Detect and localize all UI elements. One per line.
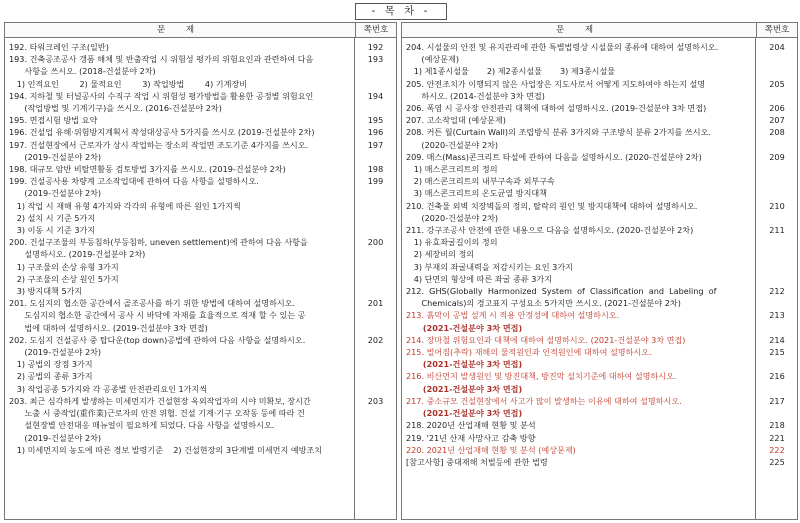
- toc-entry-page: 210: [769, 200, 785, 211]
- toc-entry: [5, 370, 396, 382]
- toc-entry: [5, 139, 396, 151]
- toc-entry-page: [757, 175, 797, 187]
- toc-entry-page: 221: [769, 432, 785, 443]
- toc-entry-page: [355, 322, 396, 334]
- header-topic: 문 제: [402, 23, 757, 37]
- toc-entry-topic: 194. 지하철 및 터널공사의 수직구 작업 시 위험성 평가방법을 활용한 공정별 위험요인: [9, 90, 314, 101]
- toc-entry: [5, 102, 396, 114]
- toc-entry: [402, 419, 797, 431]
- toc-entry-topic: 2) 세장비의 정의: [406, 249, 475, 260]
- toc-entry-topic: 2) 구조물의 손상 원인 5가지: [9, 273, 119, 284]
- toc-entry-topic: 211. 강구조공사 안전에 관한 내용으로 다음을 설명하시오. (2020-건설분야 2차): [406, 225, 694, 236]
- left-rows: [5, 38, 396, 456]
- toc-entry-page: 208: [769, 127, 785, 138]
- toc-entry-page: 207: [769, 115, 785, 126]
- toc-entry: [5, 285, 396, 297]
- toc-entry-topic: 192. 타워크레인 구조(일반): [9, 42, 109, 52]
- toc-entry: [5, 200, 396, 212]
- toc-entry-topic: 1) 인적요인 2) 물적요인 3) 작업방법 4) 기계장비: [9, 78, 248, 89]
- toc-entry-page: [355, 78, 396, 90]
- toc-entry-page: 203: [367, 395, 384, 406]
- toc-entry-topic: 1) 유효좌굴길이의 정의: [406, 237, 498, 248]
- toc-entry: [402, 78, 797, 90]
- header-topic: 문 제: [5, 23, 356, 37]
- toc-entry-topic: 213. 흙막이 공법 설계 시 적용 안정성에 대하여 설명하시오.: [406, 310, 620, 321]
- toc-entry-topic: 2) 매스콘크리트의 내부구속과 외부구속: [406, 176, 555, 187]
- toc-entry-page: 195: [367, 115, 384, 126]
- toc-entry: [402, 175, 797, 187]
- toc-entry: [5, 151, 396, 163]
- toc-entry-page: 194: [367, 90, 384, 101]
- column-divider: [755, 38, 756, 519]
- toc-entry-topic: 209. 매스(Mass)콘크리트 타설에 관하여 다음을 설명하시오. (2020-건설분야 2차): [406, 151, 702, 162]
- toc-entry-page: 197: [367, 139, 384, 150]
- toc-entry-page: 206: [769, 103, 785, 114]
- toc-entry-topic: Chemicals)의 경고표지 구성요소 5가지만 쓰시오. (2021-건설분야 2차): [406, 298, 681, 309]
- toc-entry-page: [757, 261, 797, 273]
- toc-entry-page: [355, 358, 396, 370]
- toc-entry-page: [355, 309, 396, 321]
- toc-entry-topic: (2021-건설분야 3차 면접): [406, 408, 523, 419]
- toc-entry-page: [757, 187, 797, 199]
- toc-title: - 목 차 -: [355, 3, 447, 20]
- table-header: [402, 23, 797, 38]
- toc-entry: [402, 212, 797, 224]
- toc-entry-topic: (예상문제): [406, 54, 460, 65]
- toc-entry: [5, 297, 396, 309]
- toc-entry-page: 215: [769, 347, 785, 358]
- toc-entry-page: [757, 248, 797, 260]
- toc-entry-topic: (2019-건설분야 2차): [9, 432, 102, 443]
- toc-entry-topic: 206. 폭염 시 공사장 안전관리 대책에 대하여 설명하시오. (2019-건설분야 3차 면접): [406, 103, 707, 114]
- toc-entry-topic: 법에 대하여 설명하시오. (2019-건설분야 3차 면접): [9, 322, 208, 333]
- toc-entry-topic: 218. 2020년 산업재해 현황 및 분석: [406, 420, 536, 431]
- right-rows: [402, 38, 797, 468]
- toc-entry-page: 222: [769, 444, 785, 455]
- toc-entry-page: [757, 383, 797, 395]
- toc-entry-topic: 215. 벌어짐(추락) 재해의 물적원인과 인적원인에 대하여 설명하시오.: [406, 347, 652, 358]
- toc-entry: [402, 126, 797, 138]
- toc-entry-topic: 1) 미세먼지의 농도에 따른 경보 발령기준 2) 건설현장의 3단계별 미세먼지 예방조치: [9, 444, 323, 455]
- toc-entry-topic: 202. 도심지 건설공사 중 탑다운(top down)공법에 관하여 다음 사항을 설명하시오.: [9, 334, 306, 345]
- toc-entry-topic: (2019-건설분야 2차): [9, 188, 102, 199]
- toc-entry-topic: 3) 작업공종 5가지와 각 공종별 안전관리요인 1가지씩: [9, 383, 208, 394]
- toc-entry-topic: 도심지의 협소한 공간에서 공사 시 바닥에 자재를 효율적으로 적재 할 수 있는 공: [9, 310, 306, 321]
- toc-entry-page: [757, 236, 797, 248]
- toc-entry: [5, 346, 396, 358]
- toc-entry-page: 192: [367, 42, 384, 52]
- toc-entry: [402, 187, 797, 199]
- toc-entry-topic: (2020-건설분야 2차): [406, 139, 499, 150]
- toc-entry: [5, 419, 396, 431]
- toc-entry: [5, 65, 396, 77]
- toc-entry-topic: 1) 제1종시설물 2) 제2종시설물 3) 제3종시설물: [406, 66, 616, 77]
- toc-entry-page: [355, 383, 396, 395]
- toc-entry: [402, 432, 797, 444]
- toc-entry: [402, 322, 797, 334]
- toc-entry-topic: 217. 중소규모 건설현장에서 사고가 많이 발생하는 이유에 대하여 설명하시오.: [406, 395, 682, 406]
- toc-entry-page: [757, 212, 797, 224]
- toc-entry-topic: 4) 단면의 형상에 따른 좌굴 종류 3가지: [406, 273, 553, 284]
- toc-entry-topic: 200. 건설구조물의 부등침하(부등침하, uneven settlement)에 관하여 다음 사항을: [9, 237, 308, 248]
- toc-entry: [402, 114, 797, 126]
- toc-entry-page: 198: [367, 164, 384, 175]
- toc-entry: [5, 248, 396, 260]
- toc-entry-page: 212: [769, 286, 785, 297]
- toc-entry-page: [355, 65, 396, 77]
- toc-entry: [402, 41, 797, 53]
- toc-entry-topic: 3) 방지대책 5가지: [9, 286, 83, 297]
- toc-entry: [5, 444, 396, 456]
- toc-entry-topic: 207. 고소작업대 (예상문제): [406, 115, 506, 126]
- toc-entry-page: [355, 285, 396, 297]
- toc-entry-page: [757, 322, 797, 334]
- toc-entry: [402, 444, 797, 456]
- toc-entry-topic: (2021-건설분야 3차 면접): [406, 383, 523, 394]
- toc-entry-page: 209: [769, 151, 785, 162]
- toc-entry: [402, 224, 797, 236]
- toc-entry: [402, 395, 797, 407]
- toc-entry-topic: 2) 공법의 종류 3가지: [9, 371, 93, 382]
- toc-entry-page: [757, 297, 797, 309]
- toc-entry: [5, 273, 396, 285]
- toc-entry: [5, 41, 396, 53]
- column-divider: [354, 38, 355, 519]
- toc-entry: [402, 273, 797, 285]
- toc-entry-page: [757, 163, 797, 175]
- toc-entry-topic: 195. 면접시험 방법 요약: [9, 115, 98, 126]
- header-page: 쪽번호: [764, 25, 790, 35]
- toc-entry-page: 205: [769, 78, 785, 89]
- toc-left-column: [4, 22, 397, 520]
- toc-entry-page: [757, 407, 797, 419]
- toc-entry: [5, 78, 396, 90]
- toc-entry-topic: (2020-건설분야 2차): [406, 212, 499, 223]
- toc-entry-topic: 199. 건설공사용 차량계 고소작업대에 관하여 다음 사항을 설명하시오.: [9, 176, 259, 187]
- toc-entry-page: 201: [367, 298, 384, 309]
- toc-entry-topic: 203. 최근 심각하게 발생하는 미세먼지가 건설현장 옥외작업자의 시야 미확보, 장시간: [9, 395, 311, 406]
- toc-entry: [5, 432, 396, 444]
- toc-entry: [5, 53, 396, 65]
- toc-entry-topic: [참고사항] 중대재해 처벌등에 관한 법령: [406, 456, 548, 467]
- toc-entry-topic: 205. 안전조치가 이행되지 않은 사업장은 지도사로서 어떻게 지도하여야 하는지 설명: [406, 78, 706, 89]
- toc-entry-page: [355, 261, 396, 273]
- toc-entry: [402, 90, 797, 102]
- toc-entry: [5, 212, 396, 224]
- toc-entry-page: 217: [769, 395, 785, 406]
- toc-entry-topic: 197. 건설현장에서 근로자가 상시 작업하는 장소의 작업면 조도기준 4가지를 쓰시오.: [9, 139, 309, 150]
- toc-entry: [5, 322, 396, 334]
- toc-entry-topic: 1) 작업 시 재해 유형 4가지와 각각의 유형에 따른 원인 1가지씩: [9, 200, 241, 211]
- toc-entry-topic: 사항을 쓰시오. (2018-건설분야 2차): [9, 66, 156, 77]
- toc-entry: [5, 236, 396, 248]
- table-header: [5, 23, 396, 38]
- toc-entry-page: 193: [367, 54, 384, 65]
- header-page: 쪽번호: [363, 25, 389, 35]
- toc-entry-page: [757, 273, 797, 285]
- toc-entry-page: 199: [367, 176, 384, 187]
- toc-entry-topic: 3) 부재의 좌굴내력을 저감시키는 요인 3가지: [406, 261, 573, 272]
- toc-entry: [5, 309, 396, 321]
- toc-entry: [402, 370, 797, 382]
- toc-entry-page: [757, 90, 797, 102]
- toc-entry: [5, 187, 396, 199]
- toc-entry: [402, 309, 797, 321]
- toc-entry: [402, 285, 797, 297]
- toc-entry-topic: 208. 커튼 월(Curtain Wall)의 조립방식 분류 3가지와 구조방식 분류 2가지를 쓰시오.: [406, 127, 711, 138]
- toc-entry: [5, 395, 396, 407]
- toc-entry-page: 202: [367, 334, 384, 345]
- toc-entry: [402, 200, 797, 212]
- toc-entry: [5, 224, 396, 236]
- toc-entry-topic: 3) 이동 시 기준 3가지: [9, 225, 96, 236]
- toc-entry-page: [355, 200, 396, 212]
- toc-entry-topic: 196. 건설업 유해·위험방지계획서 작성대상공사 5가지를 쓰시오 (2019-건설분야 2차): [9, 127, 315, 138]
- toc-entry: [5, 175, 396, 187]
- toc-entry-page: [355, 444, 396, 456]
- toc-entry-page: [355, 419, 396, 431]
- toc-entry-page: 204: [769, 42, 785, 52]
- toc-entry-topic: 210. 건축물 외벽 치장벽돌의 정의, 탈락의 원인 및 방지대책에 대하여 설명하시오.: [406, 200, 698, 211]
- toc-entry-page: [757, 139, 797, 151]
- toc-entry-page: 214: [769, 334, 785, 345]
- toc-entry-topic: 201. 도심지의 협소한 공간에서 골조공사를 하기 위한 방법에 대하여 설명하시오.: [9, 298, 296, 309]
- toc-entry: [402, 297, 797, 309]
- toc-entry-page: [355, 273, 396, 285]
- toc-entry: [402, 53, 797, 65]
- toc-entry: [402, 163, 797, 175]
- toc-entry: [5, 383, 396, 395]
- toc-entry: [5, 358, 396, 370]
- toc-entry-topic: 212. GHS(Globally Harmonized System of Classification and Labeling of: [406, 286, 717, 297]
- toc-entry-page: [757, 358, 797, 370]
- toc-entry: [402, 236, 797, 248]
- toc-entry-page: [355, 102, 396, 114]
- toc-entry-topic: 193. 건축공조공사 갱폼 해체 및 반출작업 시 위험성 평가의 위험요인과 관련하여 다음: [9, 54, 314, 65]
- toc-entry: [5, 261, 396, 273]
- toc-entry: [402, 139, 797, 151]
- toc-entry-page: 218: [769, 420, 785, 431]
- toc-entry-page: [757, 53, 797, 65]
- toc-entry: [5, 126, 396, 138]
- toc-entry: [5, 334, 396, 346]
- toc-entry-topic: 2) 설치 시 기준 5가지: [9, 212, 96, 223]
- toc-entry: [5, 90, 396, 102]
- toc-entry: [402, 261, 797, 273]
- toc-entry-page: [355, 224, 396, 236]
- toc-entry-topic: 설명하시오. (2019-건설분야 2차): [9, 249, 146, 260]
- toc-entry-page: 196: [367, 127, 384, 138]
- toc-entry-page: 225: [769, 456, 785, 467]
- toc-entry-topic: (작업방법 및 기계기구)을 쓰시오. (2016-건설분야 2차): [9, 103, 222, 114]
- toc-entry-page: [355, 151, 396, 163]
- toc-entry-topic: 1) 공법의 장점 3가지: [9, 359, 93, 370]
- toc-entry-topic: 204. 시설물의 안전 및 유지관리에 관한 특별법령상 시설물의 종류에 대하여 설명하시오.: [406, 42, 719, 52]
- toc-entry: [5, 114, 396, 126]
- toc-entry-topic: 220. 2021년 산업재해 현황 및 분석 (예상문제): [406, 444, 576, 455]
- toc-entry-page: [355, 432, 396, 444]
- toc-entry-topic: 1) 매스콘크리트의 정의: [406, 164, 498, 175]
- toc-entry-page: 200: [367, 237, 384, 248]
- toc-entry-topic: 3) 매스콘크리트의 온도균열 방지대책: [406, 188, 548, 199]
- toc-entry-page: 211: [769, 225, 785, 236]
- toc-entry: [5, 163, 396, 175]
- toc-entry-topic: 노출 시 중작업(重作業)근로자의 안전 위협. 건설 기계·기구 오작동 등에 따라 건: [9, 408, 305, 419]
- toc-entry: [402, 248, 797, 260]
- toc-entry-topic: 설현장별 안전대응 매뉴얼이 필요하게 되었다. 다음 사항을 설명하시오.: [9, 420, 275, 431]
- toc-entry-page: [355, 370, 396, 382]
- toc-entry: [402, 383, 797, 395]
- toc-right-column: [401, 22, 798, 520]
- toc-entry-page: 213: [769, 310, 785, 321]
- toc-entry-topic: 219. '21년 산재 사망사고 감축 방향: [406, 432, 536, 443]
- toc-entry: [402, 456, 797, 468]
- toc-entry-topic: 1) 구조물의 손상 유형 3가지: [9, 261, 119, 272]
- toc-entry-topic: (2019-건설분야 2차): [9, 347, 102, 358]
- toc-entry-page: [355, 187, 396, 199]
- toc-entry-topic: 198. 대규모 암반 비탈면활동 검토방법 3가지를 쓰시오. (2019-건설분야 2차): [9, 164, 286, 175]
- toc-entry: [402, 346, 797, 358]
- toc-entry: [402, 151, 797, 163]
- toc-entry-page: [355, 346, 396, 358]
- toc-entry-topic: (2021-건설분야 3차 면접): [406, 322, 523, 333]
- toc-entry-page: [355, 407, 396, 419]
- toc-entry: [402, 407, 797, 419]
- toc-entry-topic: (2019-건설분야 2차): [9, 151, 102, 162]
- toc-entry: [402, 65, 797, 77]
- toc-entry-page: [355, 248, 396, 260]
- toc-entry: [402, 358, 797, 370]
- toc-entry-page: [757, 65, 797, 77]
- toc-entry-page: [355, 212, 396, 224]
- toc-entry-topic: (2021-건설분야 3차 면접): [406, 359, 523, 370]
- toc-entry-topic: 하시오. (2014-건설분야 3차 면접): [406, 90, 545, 101]
- toc-entry-topic: 214. 장마철 위험요인과 대책에 대하여 설명하시오. (2021-건설분야 3차 면접): [406, 334, 686, 345]
- toc-entry-page: 216: [769, 371, 785, 382]
- toc-entry: [5, 407, 396, 419]
- toc-entry: [402, 334, 797, 346]
- toc-entry-topic: 216. 비산먼지 발생원인 및 방진대책, 방진막 설치기준에 대하여 설명하시오.: [406, 371, 677, 382]
- toc-entry: [402, 102, 797, 114]
